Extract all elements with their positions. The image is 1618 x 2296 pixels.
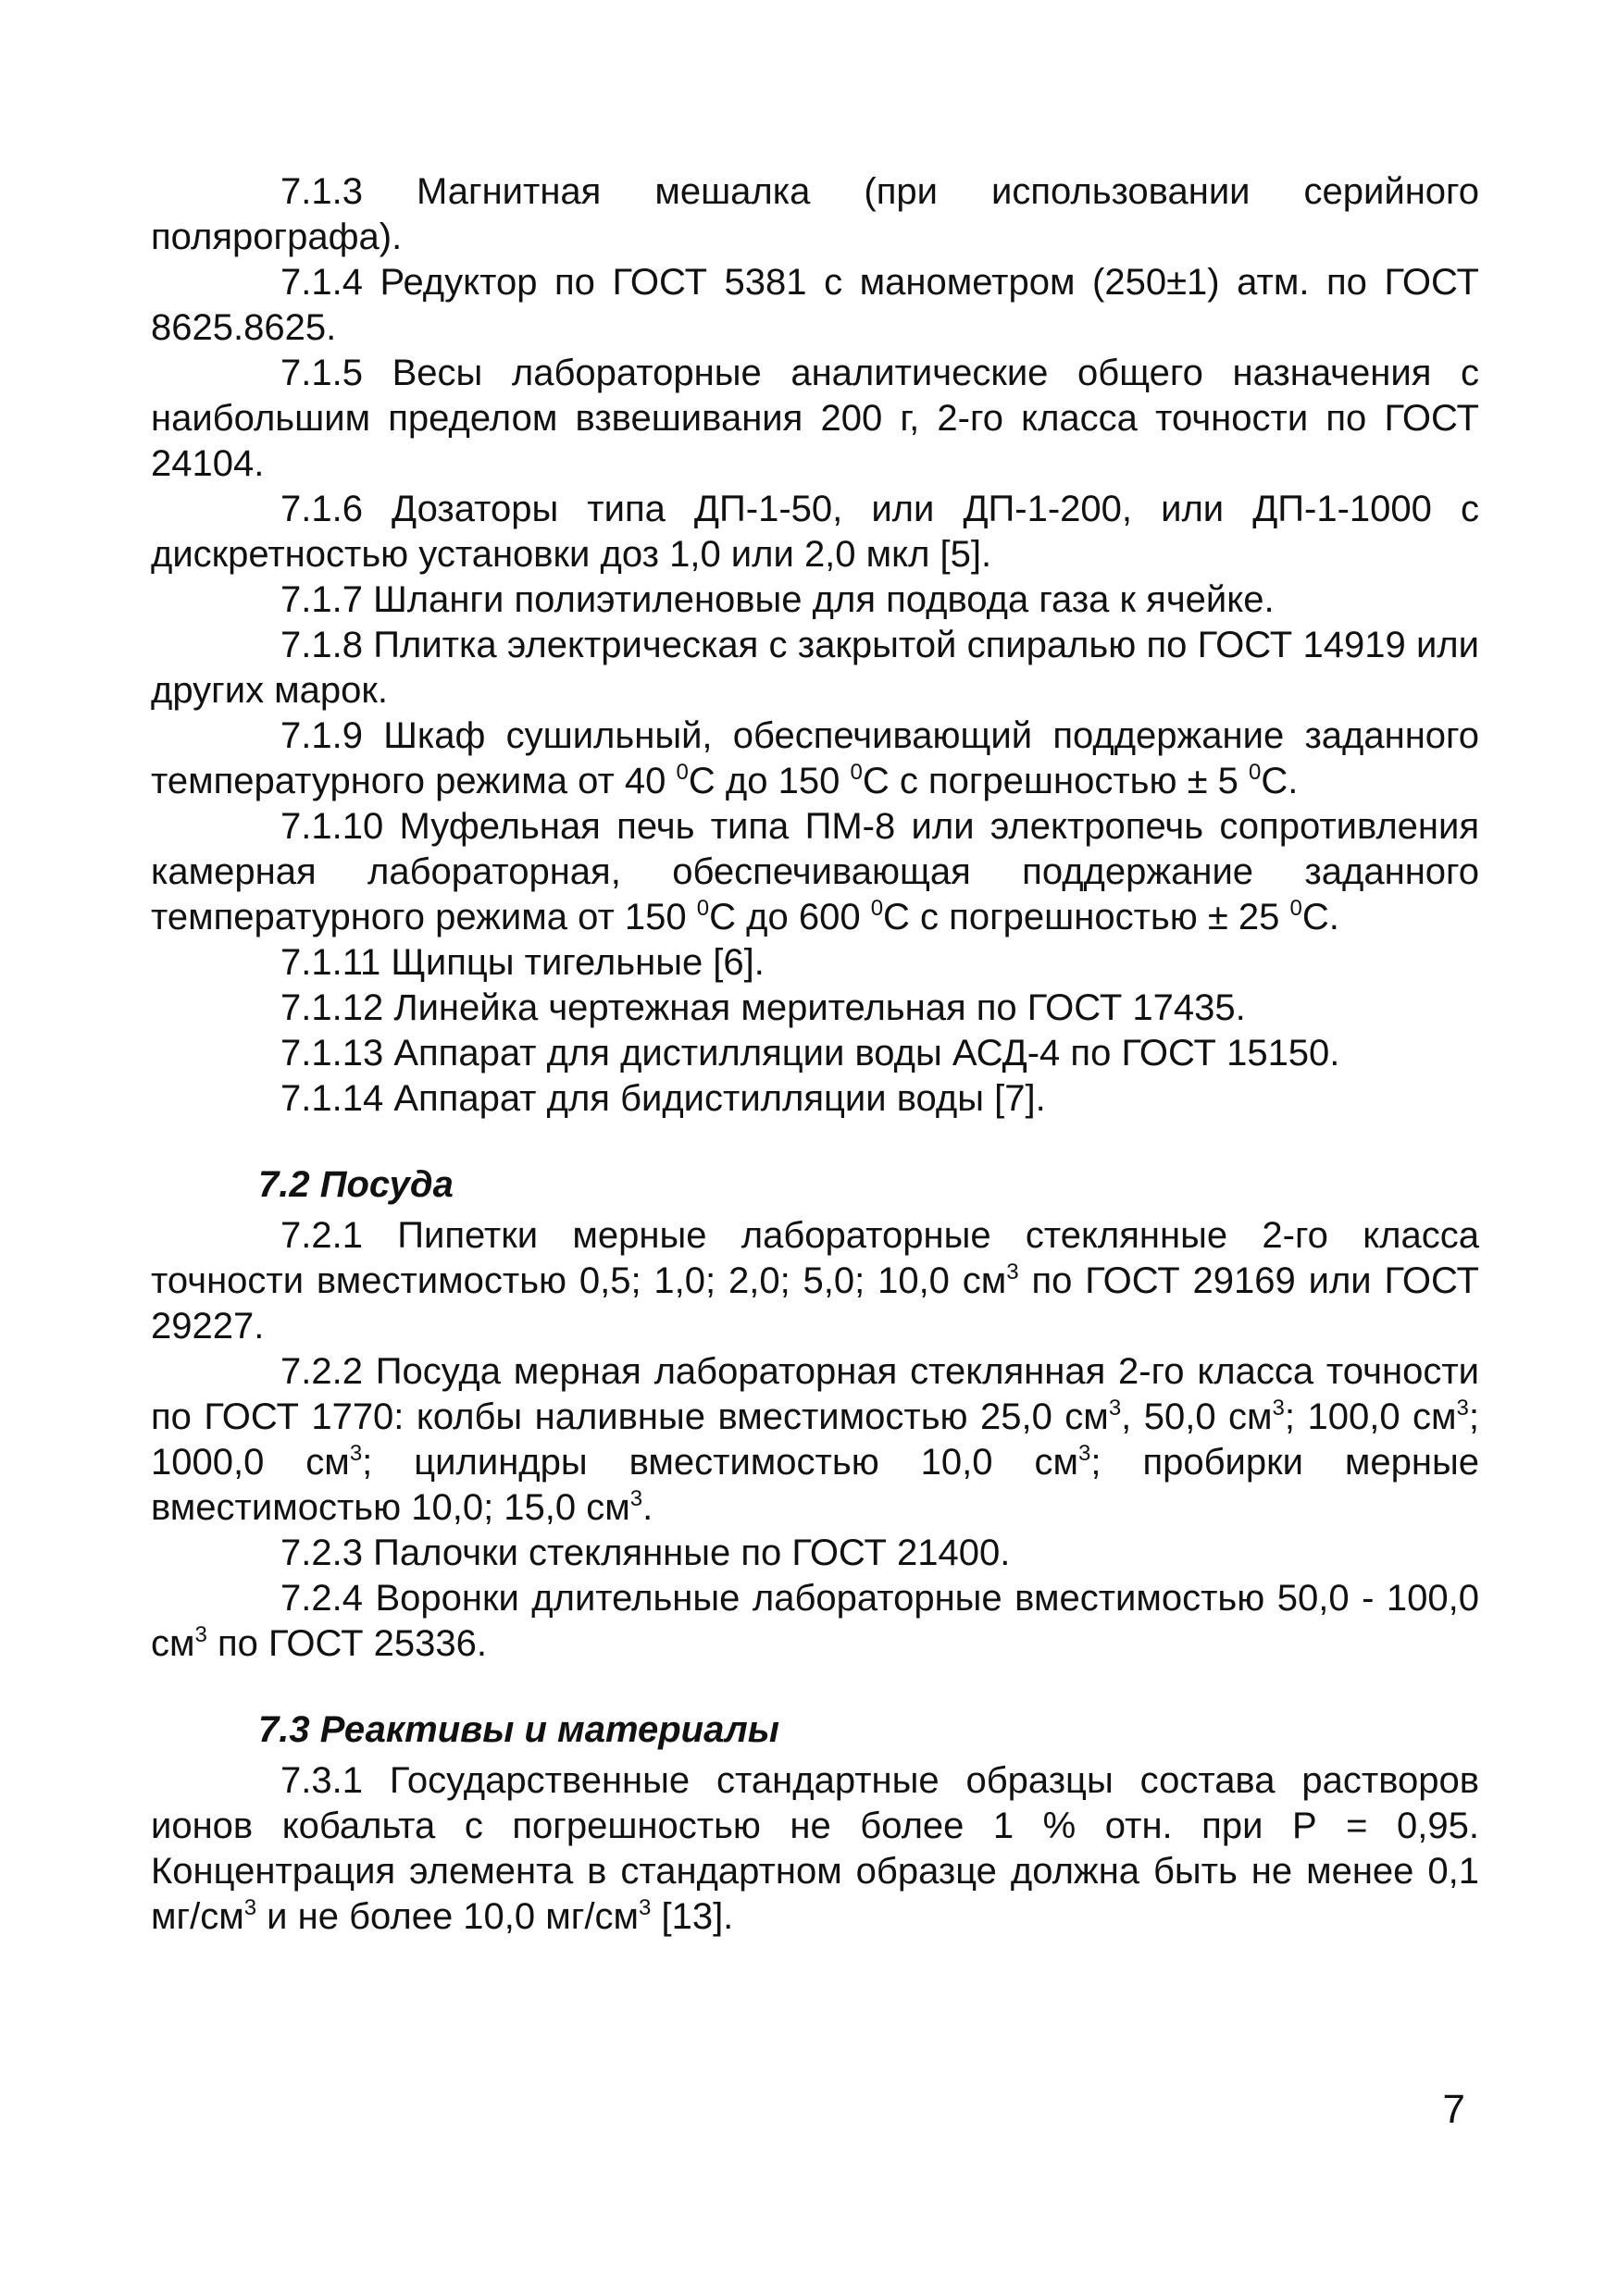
section-7-1-list (151, 169, 1479, 1122)
superscript: 3 (629, 1486, 643, 1511)
paragraph-7-1-5: 7.1.5 Весы лабораторные аналитические общего назначения с наибольшим пределом взвешивания 200 г, 2-го класса точности по ГОСТ 24104. (151, 353, 1479, 484)
superscript: 0 (696, 896, 710, 921)
superscript: 0 (850, 760, 863, 785)
paragraph-7-1-4: 7.1.4 Редуктор по ГОСТ 5381 с манометром (250±1) атм. по ГОСТ 8625.8625. (151, 262, 1479, 348)
paragraph-7-1-8: 7.1.8 Плитка электрическая с закрытой спиралью по ГОСТ 14919 или других марок. (151, 625, 1479, 711)
paragraph-7-1-12: 7.1.12 Линейка чертежная мерительная по ГОСТ 17435. (280, 987, 1246, 1028)
section-heading-7-3: 7.3 Реактивы и материалы (258, 1709, 779, 1750)
superscript: 3 (1272, 1396, 1285, 1421)
superscript: 3 (1078, 1441, 1091, 1466)
paragraph-7-2-1: 7.2.1 Пипетки мерные лабораторные стеклянные 2-го класса точности вместимостью 0,5; 1,0; 2,0; 5,0; 10,0 $см^3$ по ГОСТ 29169 или ГОСТ 29227. (151, 1215, 1479, 1347)
superscript: 3 (638, 1895, 652, 1920)
paragraph-7-1-14: 7.1.14 Аппарат для бидистилляции воды [7]. (280, 1078, 1046, 1119)
section-7-2-list (151, 1213, 1479, 1667)
paragraph-7-2-2: 7.2.2 Посуда мерная лабораторная стеклянная 2-го класса точности по ГОСТ 1770: колбы наливные вместимостью 25,0 $см^3$, 50,0 $см^3$; 100,0 $см^3$; 1000,0 $см^3$; цилиндры вместимостью 10,0 $см^3$; пробирки мерные вместимостью 10,0; 15,0 $см^3$. (151, 1351, 1479, 1528)
superscript: 3 (1456, 1396, 1469, 1421)
paragraph-7-2-4: 7.2.4 Воронки длительные лабораторные вместимостью 50,0 - 100,0 $см^3$ по ГОСТ 25336. (151, 1578, 1479, 1664)
paragraph-7-1-7: 7.1.7 Шланги полиэтиленовые для подвода газа к ячейке. (280, 579, 1275, 620)
paragraph-7-1-9: 7.1.9 Шкаф сушильный, обеспечивающий поддержание заданного температурного режима от 40 $^0$С до 150 $^0$С с погрешностью ± 5 $^0$С. (151, 715, 1479, 801)
paragraph-7-3-1: 7.3.1 Государственные стандартные образцы состава растворов ионов кобальта с погрешностью не более 1 % отн. при Р = 0,95. Концентрация элемента в стандартном образце должна быть не менее 0,1 $мг/см^3$ и не более 10,0 $мг/см^3$ [13]. (151, 1760, 1479, 1937)
superscript: 0 (1289, 896, 1302, 921)
paragraph-7-1-6: 7.1.6 Дозаторы типа ДП-1-50, или ДП-1-200, или ДП-1-1000 с дискретностью установки доз 1,0 или 2,0 мкл [5]. (151, 489, 1479, 575)
page-number: 7 (1442, 2087, 1465, 2132)
superscript: 0 (870, 896, 884, 921)
superscript: 0 (1249, 760, 1262, 785)
page-content (151, 169, 1479, 1940)
paragraph-7-1-11: 7.1.11 Щипцы тигельные [6]. (280, 942, 765, 983)
superscript: 3 (194, 1622, 207, 1647)
superscript: 0 (676, 760, 689, 785)
section-heading-7-2: 7.2 Посуда (258, 1164, 454, 1205)
superscript: 3 (1108, 1396, 1122, 1421)
paragraph-7-1-13: 7.1.13 Аппарат для дистилляции воды АСД-4 по ГОСТ 15150. (280, 1033, 1340, 1074)
paragraph-7-2-3: 7.2.3 Палочки стеклянные по ГОСТ 21400. (280, 1533, 1011, 1573)
superscript: 3 (243, 1895, 257, 1920)
section-7-3-list (151, 1758, 1479, 1940)
paragraph-7-1-3: 7.1.3 Магнитная мешалка (при использовании серийного полярографа). (151, 171, 1479, 257)
superscript: 3 (349, 1441, 363, 1466)
superscript: 3 (1006, 1260, 1019, 1285)
paragraph-7-1-10: 7.1.10 Муфельная печь типа ПМ-8 или электропечь сопротивления камерная лабораторная, обеспечивающая поддержание заданного температурного режима от 150 $^0$С до 600 $^0$С с погрешностью ± 25 $^0$С. (151, 806, 1479, 937)
